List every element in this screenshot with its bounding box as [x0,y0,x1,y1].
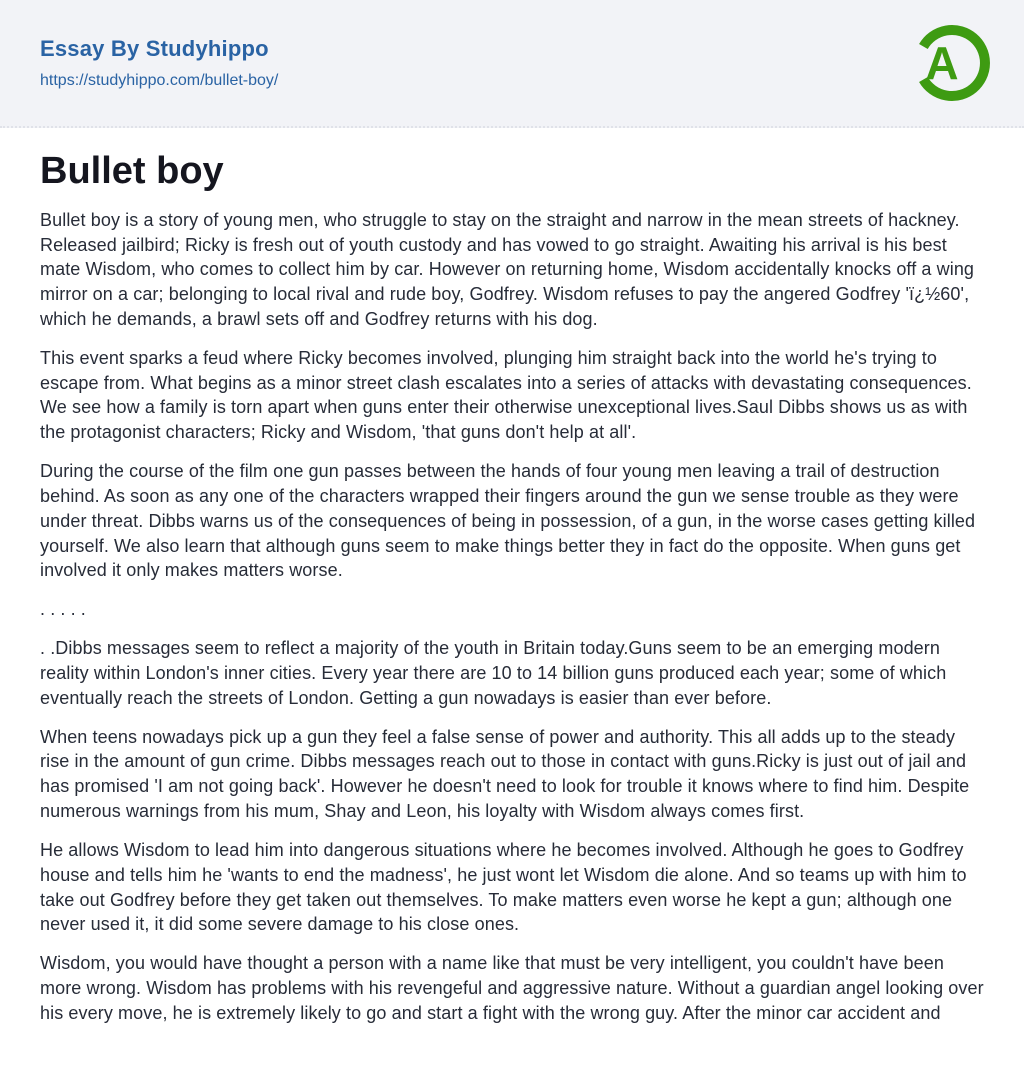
essay-paragraph: Wisdom, you would have thought a person with a name like that must be very intelligent, you couldn't have been more wrong. Wisdom has problems with his revengeful and aggressive nature. Without a guardian angel looking over his every move, he is extremely likely to go and start a fight with the wrong guy. After the minor car accident and [40,953,984,1023]
site-title: Essay By Studyhippo [40,35,269,61]
page-title: Bullet boy [40,150,224,192]
header-branding [40,36,278,91]
essay-paragraph: He allows Wisdom to lead him into dangerous situations where he becomes involved. Although he goes to Godfrey house and tells him he 'wants to end the madness', he just wont let Wisdom die alone. And so teams up with him to take out Godfrey before they get taken out themselves. To make matters even worse he kept a gun; although one never used it, it did some severe damage to his close ones. [40,839,967,935]
svg-text:A: A [925,37,959,89]
essay-paragraph-dots: . . . . . [40,599,86,620]
page-header [0,0,1024,128]
essay-paragraph: When teens nowadays pick up a gun they feel a false sense of power and authority. This all adds up to the steady rise in the amount of gun crime. Dibbs messages reach out to those in contact with guns.Ricky is just out of jail and has promised 'I am not going back'. However he doesn't need to look for trouble it knows where to find him. Despite numerous warnings from his mum, Shay and Leon, his loyalty with Wisdom always comes first. [40,726,970,822]
essay-paragraph: Bullet boy is a story of young men, who struggle to stay on the straight and narrow in the mean streets of hackney. Released jailbird; Ricky is fresh out of youth custody and has vowed to go straight. Awaiting his arrival is his best mate Wisdom, who comes to collect him by car. However on returning home, Wisdom accidentally knocks off a wing mirror on a car; belonging to local rival and rude boy, Godfrey. Wisdom refuses to pay the angered Godfrey 'ï¿½60', which he demands, a brawl sets off and Godfrey returns with his dog. [40,209,975,329]
studyhippo-logo-icon [906,19,994,107]
source-url-link[interactable]: https://studyhippo.com/bullet-boy/ [40,72,279,90]
essay-paragraph: This event sparks a feud where Ricky becomes involved, plunging him straight back into the world he's trying to escape from. What begins as a minor street clash escalates into a series of attacks with devastating consequences. We see how a family is torn apart when guns enter their otherwise unexceptional lives.Saul Dibbs shows us as with the protagonist characters; Ricky and Wisdom, 'that guns don't help at all'. [40,347,972,443]
essay-article [0,128,1024,1026]
essay-paragraph: During the course of the film one gun passes between the hands of four young men leaving a trail of destruction behind. As soon as any one of the characters wrapped their fingers around the gun we sense trouble as they were under threat. Dibbs warns us of the consequences of being in possession, of a gun, in the worse cases getting killed yourself. We also learn that although guns seem to make things better they in fact do the opposite. When guns get involved it only makes matters worse. [40,461,976,581]
essay-paragraph: . .Dibbs messages seem to reflect a majority of the youth in Britain today.Guns seem to be an emerging modern reality within London's inner cities. Every year there are 10 to 14 billion guns produced each year; some of which eventually reach the streets of London. Getting a gun nowadays is easier than ever before. [40,638,947,708]
